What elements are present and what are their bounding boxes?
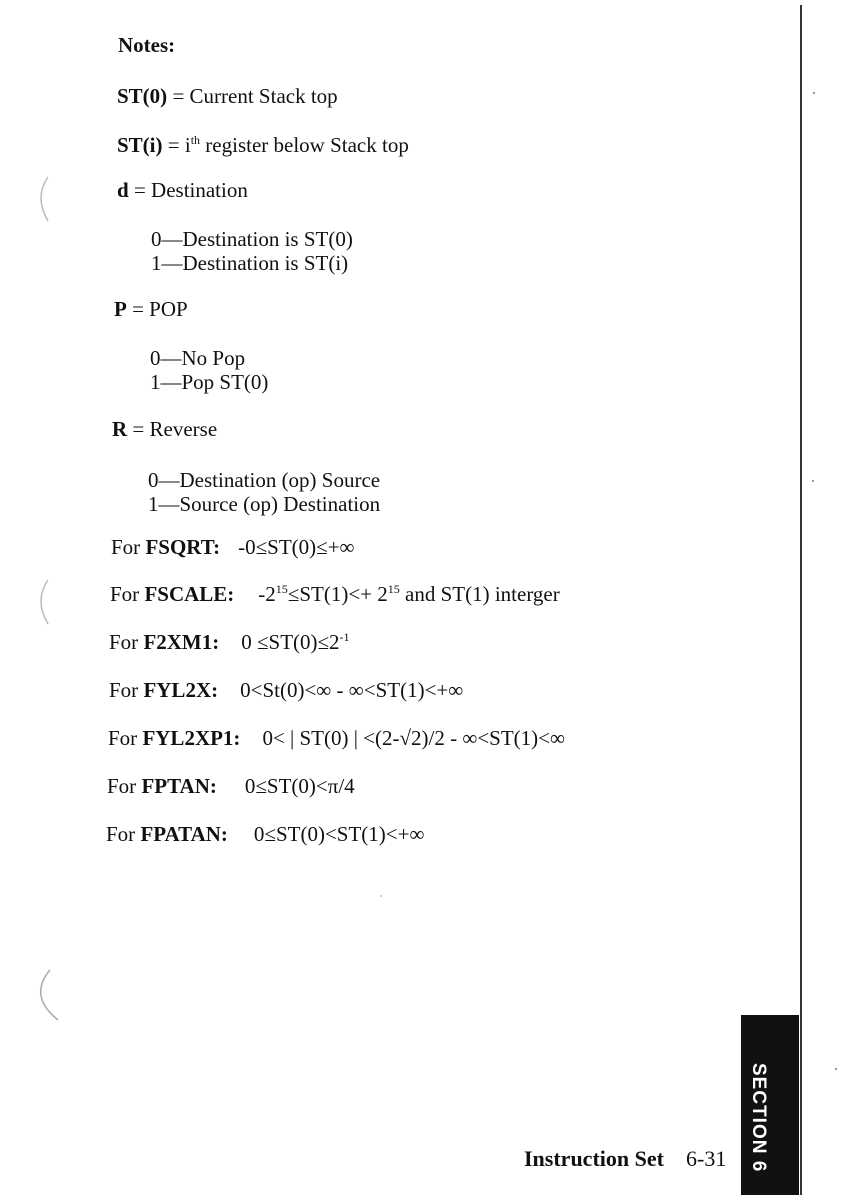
range-fpatan	[106, 822, 424, 846]
def-p-text: = POP	[126, 297, 188, 321]
instruction-name: FSCALE:	[144, 582, 235, 606]
range-sup-b: 15	[387, 582, 400, 596]
instruction-name: FPTAN:	[141, 774, 217, 798]
def-r	[112, 417, 217, 441]
instruction-name: F2XM1:	[143, 630, 220, 654]
scan-speck	[380, 895, 382, 897]
def-st0	[117, 84, 338, 108]
def-sti-text-b: register below Stack top	[200, 133, 409, 157]
binder-hole-mark	[28, 968, 68, 1024]
range-condition-b: ≤ST(1)<+ 2	[287, 582, 388, 606]
def-p-term: P	[114, 297, 127, 321]
range-fptan	[107, 774, 355, 798]
range-prefix: For	[107, 774, 142, 798]
range-f2xm1	[109, 630, 350, 654]
range-prefix: For	[109, 678, 144, 702]
def-r-term: R	[112, 417, 128, 441]
notes-heading: Notes:	[118, 33, 176, 57]
range-condition-a: -2	[258, 582, 276, 606]
footer-section-title: Instruction Set	[524, 1146, 664, 1171]
def-st0-term: ST(0)	[117, 84, 168, 108]
def-sti-sup: th	[190, 133, 201, 147]
range-fsqrt	[111, 535, 355, 559]
range-prefix: For	[109, 630, 144, 654]
r-option-1: 1—Source (op) Destination	[148, 492, 381, 516]
def-sti-text-a: = i	[162, 133, 191, 157]
d-option-1: 1—Destination is ST(i)	[151, 251, 349, 275]
range-condition: -0≤ST(0)≤+∞	[238, 535, 355, 559]
instruction-name: FPATAN:	[140, 822, 228, 846]
range-condition: 0< | ST(0) | <(2-√2)/2 - ∞<ST(1)<∞	[262, 726, 565, 750]
range-condition: 0<St(0)<∞ - ∞<ST(1)<+∞	[240, 678, 464, 702]
range-condition: 0≤ST(0)<ST(1)<+∞	[253, 822, 425, 846]
range-fyl2xp1	[108, 726, 565, 750]
p-option-0: 0—No Pop	[150, 346, 246, 370]
binder-hole-mark	[30, 578, 54, 628]
binder-hole-mark	[30, 175, 54, 225]
r-option-0: 0—Destination (op) Source	[148, 468, 381, 492]
d-option-0: 0—Destination is ST(0)	[151, 227, 353, 251]
def-d-term: d	[117, 178, 129, 202]
def-sti	[117, 133, 409, 157]
range-sup-a: -1	[339, 630, 350, 644]
range-fscale	[110, 582, 560, 606]
range-prefix: For	[106, 822, 141, 846]
section-tab-label: SECTION 6	[748, 1063, 769, 1173]
p-option-1: 1—Pop ST(0)	[150, 370, 269, 394]
instruction-name: FYL2XP1:	[142, 726, 241, 750]
range-fyl2x	[109, 678, 463, 702]
def-d-text: = Destination	[128, 178, 248, 202]
range-prefix: For	[111, 535, 146, 559]
range-prefix: For	[110, 582, 145, 606]
range-condition: 0≤ST(0)<π/4	[244, 774, 355, 798]
def-sti-term: ST(i)	[117, 133, 163, 157]
range-prefix: For	[108, 726, 143, 750]
page-edge-rule	[800, 5, 802, 1195]
def-st0-text: = Current Stack top	[167, 84, 338, 108]
range-condition-a: 0 ≤ST(0)≤2	[241, 630, 340, 654]
footer-page-number: 6-31	[686, 1146, 727, 1171]
def-d	[117, 178, 248, 202]
scan-speck	[813, 92, 815, 94]
def-p	[114, 297, 188, 321]
instruction-name: FYL2X:	[143, 678, 219, 702]
def-r-text: = Reverse	[127, 417, 218, 441]
scan-speck	[812, 480, 814, 482]
scan-speck	[835, 1068, 837, 1070]
range-condition-c: and ST(1) interger	[399, 582, 560, 606]
instruction-name: FSQRT:	[145, 535, 221, 559]
range-sup-a: 15	[275, 582, 288, 596]
